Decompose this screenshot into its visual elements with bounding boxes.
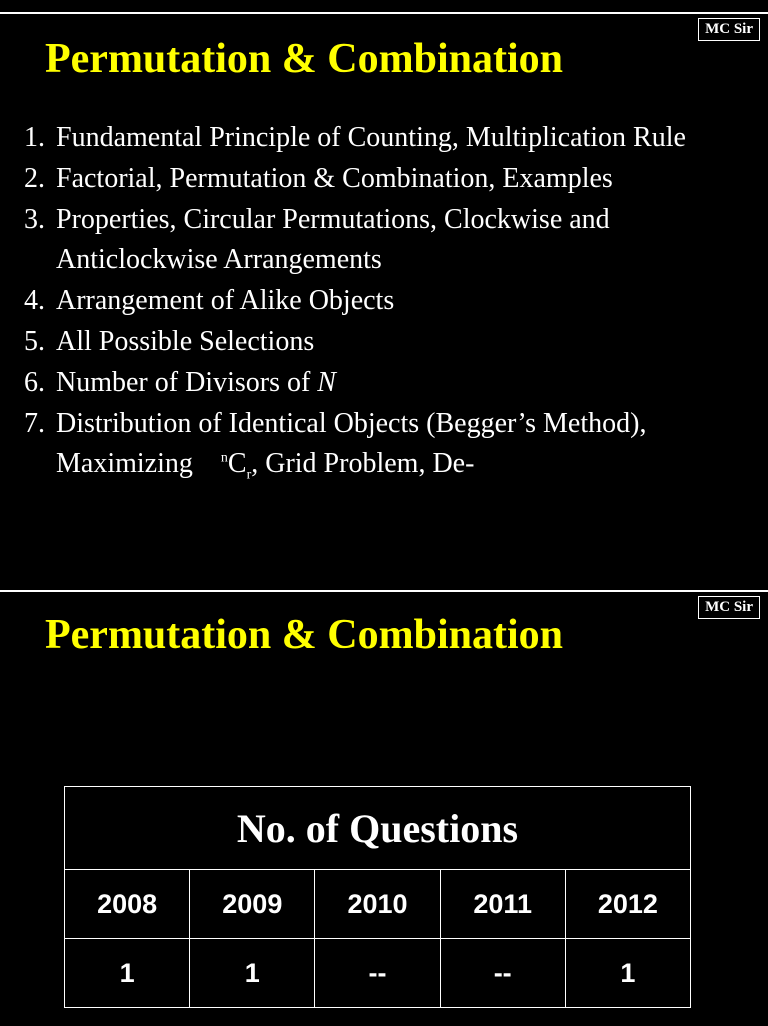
- count-cell: 1: [565, 939, 690, 1008]
- list-item: [0, 159, 746, 200]
- questions-table: [64, 786, 691, 1008]
- year-cell: 2012: [565, 870, 690, 939]
- list-item: [0, 281, 746, 322]
- item-number: 7.: [24, 407, 45, 439]
- slide-topics: [0, 12, 768, 590]
- table-row: [65, 870, 691, 939]
- item-tail: , Grid Problem, De-: [251, 448, 475, 480]
- list-item: [0, 322, 746, 363]
- slide-title: Permutation & Combination: [45, 612, 563, 658]
- list-item: [0, 118, 746, 159]
- item-number: 6.: [24, 366, 45, 398]
- year-cell: 2009: [190, 870, 315, 939]
- item-number: 5.: [24, 325, 45, 357]
- slide-title: Permutation & Combination: [45, 36, 563, 82]
- count-cell: 1: [190, 939, 315, 1008]
- ncr-superscript: n: [220, 451, 228, 467]
- author-badge: MC Sir: [698, 18, 760, 41]
- table-header: No. of Questions: [65, 787, 691, 870]
- item-text: Properties, Circular Permutations, Clockwise and Anticlockwise Arrangements: [56, 203, 610, 276]
- list-item: [0, 363, 746, 404]
- item-text: Factorial, Permutation & Combination, Examples: [56, 162, 613, 194]
- list-item: [0, 200, 746, 282]
- count-cell: 1: [65, 939, 190, 1008]
- slide-question-count: [0, 590, 768, 1026]
- item-text: Arrangement of Alike Objects: [56, 285, 395, 317]
- list-item: [0, 404, 746, 486]
- table-row: [65, 939, 691, 1008]
- count-cell: --: [440, 939, 565, 1008]
- ncr-letter: C: [227, 448, 247, 480]
- author-badge: MC Sir: [698, 596, 760, 619]
- topic-list: [0, 118, 746, 485]
- item-text: Fundamental Principle of Counting, Multiplication Rule: [56, 122, 686, 153]
- year-cell: 2008: [65, 870, 190, 939]
- year-cell: 2010: [315, 870, 440, 939]
- item-text: Distribution of Identical Objects (Begger’s Method), Maximizing: [56, 407, 647, 480]
- item-number: 1.: [24, 122, 45, 153]
- year-cell: 2011: [440, 870, 565, 939]
- ncr-subscript: r: [246, 467, 252, 483]
- item-number: 3.: [24, 203, 45, 235]
- item-number: 2.: [24, 162, 45, 194]
- item-number: 4.: [24, 285, 45, 317]
- count-cell: --: [315, 939, 440, 1008]
- item-text: Number of Divisors of: [56, 366, 318, 398]
- variable-n: N: [317, 366, 336, 398]
- item-text: All Possible Selections: [56, 325, 315, 357]
